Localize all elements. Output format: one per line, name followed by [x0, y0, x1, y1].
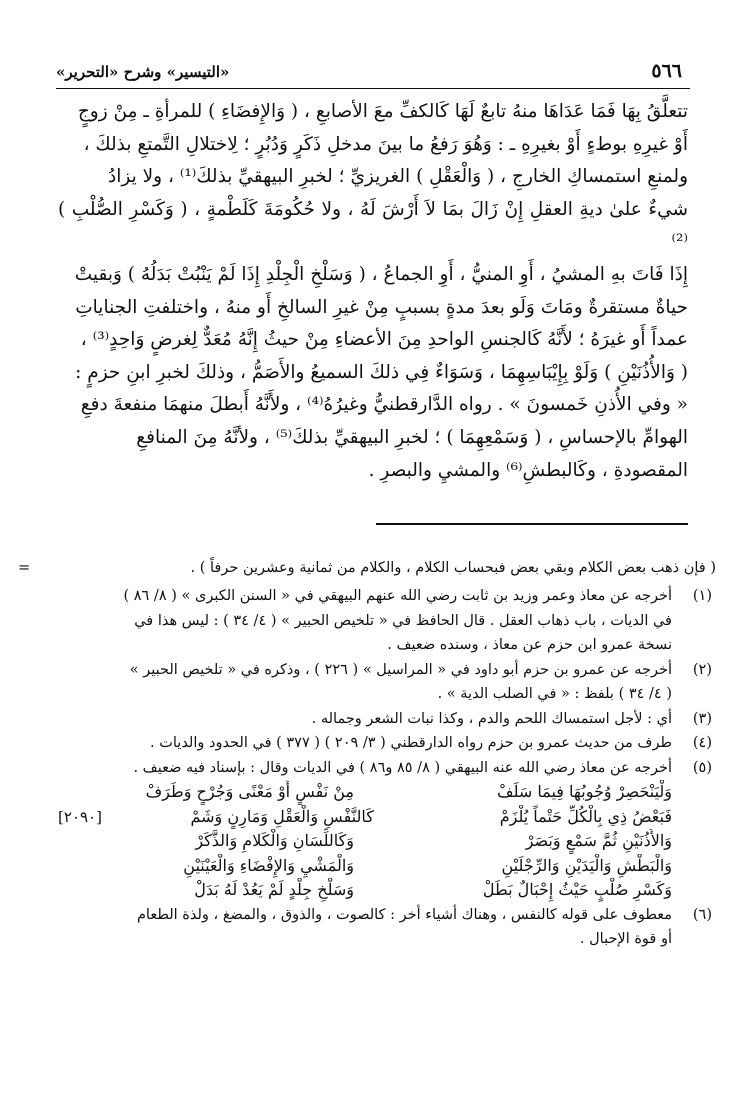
footnote-number: (٢) — [692, 661, 712, 678]
verse-first-hemistich: فَبَعْضُ ذِي بِالْكُلِّ حَتْماً يُلْزَمْ — [499, 806, 672, 826]
verse-row — [58, 878, 672, 903]
text-line: أَوْ غيرِهِ بوطءٍ أَوْ بغيرِهِ ـ : وَهُوَ رَفعُ ما بينَ مدخلِ ذَكَرٍ وَدُبُرٍ ؛ لِاختلالِ التَّمتعِ بذلكَ ، — [83, 133, 688, 155]
verse-first-hemistich: وَكَسْرِ صُلْبٍ حَيْثُ إِحْبَالٌ بَطَلْ — [482, 880, 672, 899]
running-title: «التيسير» وشرح «التحرير» — [56, 63, 230, 81]
footnote-line: أو قوة الإحبال . — [579, 931, 672, 947]
footnote-number: (١) — [692, 588, 712, 604]
text-line: الهوامِّ بالإحساسِ ، ( وَسَمْعِهِمَا ) ؛ لخبرِ البيهقيِّ بذلكَ⁽⁵⁾ ، ولأنَّهُ مِنَ المنافعِ — [136, 426, 688, 448]
continued-footnote-text: ( فإن ذهب بعض الكلام وبقي بعض فبحساب الكلام ، والكلام من ثمانية وعشرين حرفاً ) . — [190, 560, 716, 576]
footnote-number: (٥) — [692, 759, 712, 776]
footnote-number: (٦) — [692, 906, 712, 923]
footnote-line: في الديات ، باب ذهاب العقل . قال الحافظ في « تلخيص الحبير » ( ٤/ ٣٤ ) : ليس هذا في — [134, 612, 672, 629]
footnote-2 — [58, 658, 712, 707]
footnote-number: (٤) — [692, 735, 712, 751]
page-number: ٥٦٦ — [651, 60, 682, 82]
text-line: ولمنعِ استمساكِ الخارجِ ، ( وَالْعَقْلِ ) الغريزيِّ ؛ لخبرِ البيهقيِّ بذلكَ⁽¹⁾ ، ولا يزادُ — [107, 166, 688, 188]
verse-second-hemistich: وَسَلْخِ جِلْدٍ لَمْ يَعُدْ لَهُ بَدَلْ — [194, 880, 354, 899]
text-line: حياةٌ مستقرةٌ ومَاتَ وَلَو بعدَ مدةٍ بسببٍ مِنْ غيرِ السالخِ أَو منهُ ، واختلفتِ الجناياتِ — [75, 296, 688, 318]
verse-second-hemistich: وَالْمَشْيِ وَالإِفْضَاءِ وَالْعَيْنَيْنِ — [183, 855, 354, 875]
verse-block — [58, 780, 672, 903]
footnote-line: طرف من حديث عمرو بن حزم رواه الدارقطني ( ٣/ ٢٠٩ ) ( ٣٧٧ ) في الحدود والديات . — [150, 735, 672, 751]
footnote-line: أخرجه عن معاذ وعمر وزيد بن ثابت رضي الله عنهم البيهقي في « السنن الكبرى » ( ٨/ ٨٦ ) — [123, 588, 672, 604]
footnotes — [58, 584, 712, 952]
verse-second-hemistich: وَكَاللِّسَانِ وَالْكَلامِ وَالذَّكَرْ — [195, 831, 354, 850]
text-line: عمداً أَو غيرَهُ ؛ لأَنَّهُ كَالجنسِ الواحدِ مِنَ الأعضاءِ مِنْ حيثُ إِنَّهُ مُعَدٌّ لِغرضٍ وَاحِدٍ⁽³⁾ ، — [80, 329, 688, 351]
text-line: ( وَالأُذُنَيْنِ ) وَلَوْ بِإِيْبَاسِهِمَا ، وَسَوَاءٌ فِي ذلكَ السميعُ والأَصَمُّ ، وذلكَ لخبرِ ابنِ حزمٍ : — [75, 361, 688, 383]
footnote-line: ( ٤/ ٣٤ ) بلفظ : « في الصلب الدية » . — [437, 686, 672, 702]
footnote-line: نسخة عمرو ابن حزم عن معاذ ، وسنده ضعيف . — [387, 637, 672, 653]
footnote-number: (٣) — [692, 710, 712, 727]
main-text — [58, 96, 688, 487]
footnote-5 — [58, 756, 712, 903]
verse-first-hemistich: وَلْيَنْحَصِرْ وُجُوبُهَا فِيمَا سَلَفْ — [497, 782, 672, 801]
continued-footnote — [18, 556, 716, 581]
text-line: « وفي الأُذنِ خَمسونَ » . رواه الدَّارقطنيُّ وغيرُهُ⁽⁴⁾ ، ولأَنَّهُ أَبطلَ منهمَا منفعةَ دفعِ — [80, 394, 688, 416]
verse-row — [58, 854, 672, 879]
footnote-line: أخرجه عن عمرو بن حزم أبو داود في « المراسيل » ( ٢٢٦ ) ، وذكره في « تلخيص الحبير » — [129, 661, 672, 678]
footnote-line: معطوف على قوله كالنفس ، وهناك أشياء أخر : كالصوت ، والذوق ، والمضغ ، ولذة الطعام — [136, 906, 672, 923]
verse-first-hemistich: وَالْبَطْشِ وَالْيَدَيْنِ وَالرِّجْلَيْنِ — [501, 855, 672, 875]
continuation-marker: = — [18, 560, 31, 576]
footnote-6 — [58, 903, 712, 952]
text-line: شيءٌ علىٰ ديةِ العقلِ إِنْ زَالَ بمَا لاَ أَرْشَ لَهُ ، ولا حُكُومَةَ كَلَطْمةٍ ، ( وَكَسْرِ الصُّلْبِ )⁽²⁾ — [58, 198, 688, 253]
text-line: المقصودةِ ، وكَالبطشِ⁽⁶⁾ والمشيِ والبصرِ . — [368, 459, 688, 481]
verse-first-hemistich: وَالأُذُنَيْنِ ثُمَّ سَمْعٍ وَبَصَرْ — [525, 831, 672, 850]
footnote-line: أخرجه عن معاذ رضي الله عنه البيهقي ( ٨/ ٨٥ و٨٦ ) في الديات وقال : بإسناد فيه ضعيف . — [133, 759, 672, 776]
text-line: تتعلَّقُ بِهَا فَمَا عَدَاهَا منهُ تابعٌ لَهَا كَالكفِّ معَ الأصابعِ ، ( وَالإِفضَاءِ ) للمرأةِ ـ مِنْ زوجٍ — [77, 101, 688, 122]
footnote-1 — [58, 584, 712, 658]
footnote-separator — [376, 523, 688, 525]
verse-row — [58, 780, 672, 805]
footnote-line: أي : لأجل استمساك اللحم والدم ، وكذا نبات الشعر وجماله . — [311, 710, 672, 727]
page-header — [56, 58, 690, 89]
footnote-3 — [58, 707, 712, 732]
verse-second-hemistich: كَالنَّفْسِ وَالْعَقْلِ وَمَارِنٍ وَشَمْ — [190, 806, 374, 826]
verse-row — [58, 829, 672, 854]
verse-second-hemistich: مِنْ نَفْسٍ أَوْ مَعْنًى وَجُرْحٍ وَطَرَفْ — [145, 782, 354, 801]
verse-row — [58, 805, 672, 830]
verse-number: [٢٠٩٠] — [58, 807, 102, 826]
footnote-4 — [58, 731, 712, 756]
text-line: إِذَا فَاتَ بهِ المشيُ ، أَوِ المنيُّ ، أَوِ الجماعُ ، ( وَسَلْخِ الْجِلْدِ إِذَا لَمْ يَنْبُتْ بَدَلُهُ ) وَبقيتْ — [74, 263, 688, 285]
